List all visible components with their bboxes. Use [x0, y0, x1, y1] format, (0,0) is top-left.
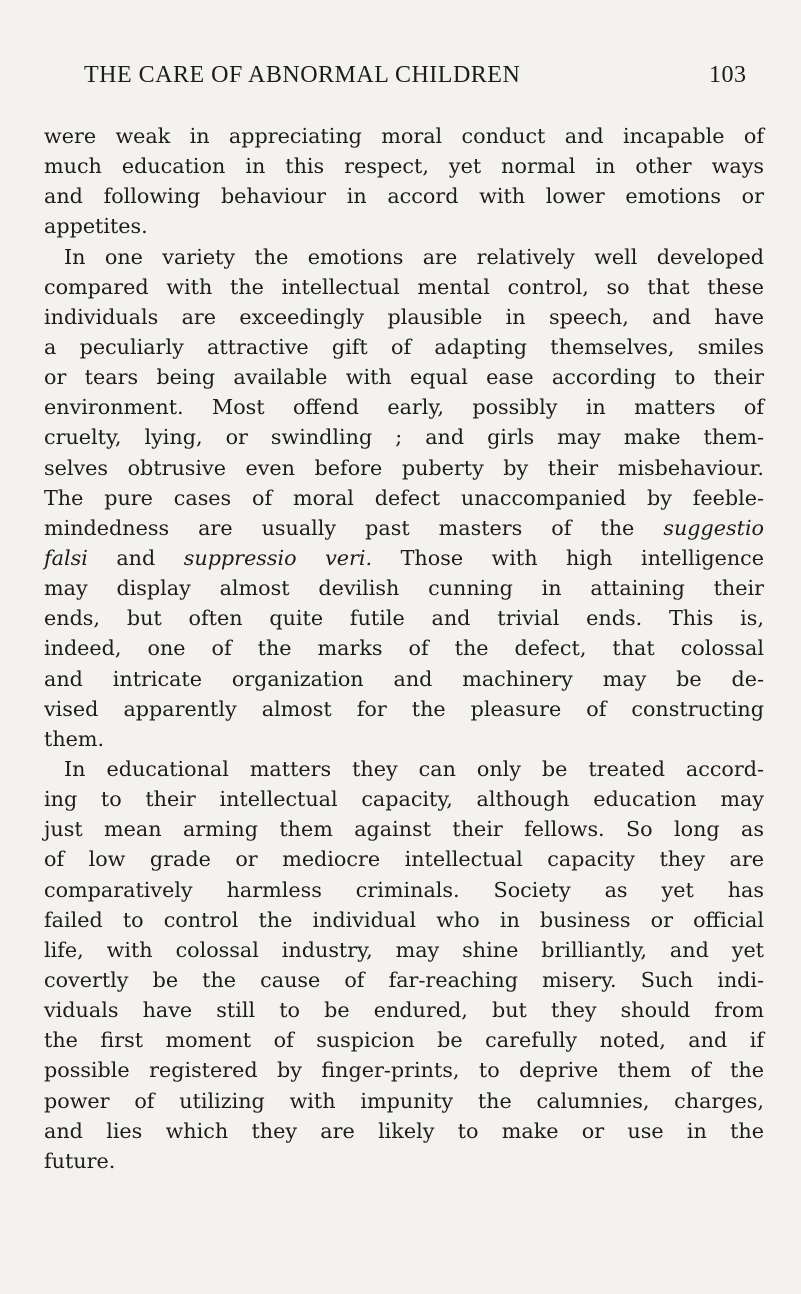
- body-text: [44, 121, 764, 1176]
- text-line: comparatively harmless criminals. Society as yet has: [44, 877, 764, 902]
- text-line: and following behaviour in accord with lower emotions or: [44, 184, 764, 209]
- text-line: viduals have still to be endured, but they should from: [44, 998, 764, 1023]
- text-line: In one variety the emotions are relatively well developed: [64, 244, 764, 269]
- text-line: individuals are exceedingly plausible in speech, and have: [44, 304, 764, 329]
- text-line: and intricate organization and machinery may be de-: [44, 666, 764, 691]
- text-line-with-italic: [44, 543, 764, 573]
- running-title: THE CARE OF ABNORMAL CHILDREN: [84, 62, 521, 88]
- text-line: life, with colossal industry, may shine brilliantly, and yet: [44, 937, 764, 962]
- text-line: covertly be the cause of far-reaching misery. Such indi-: [44, 967, 764, 992]
- text-segment: mindedness are usually past masters of the: [44, 515, 635, 540]
- text-line: selves obtrusive even before puberty by their misbehaviour.: [44, 455, 764, 480]
- text-segment: and: [116, 545, 156, 570]
- text-line: were weak in appreciating moral conduct and incapable of: [44, 124, 764, 148]
- text-line: and lies which they are likely to make or use in the: [44, 1118, 764, 1143]
- text-line: them.: [44, 726, 105, 751]
- text-line: vised apparently almost for the pleasure of constructing: [44, 696, 764, 721]
- text-line: environment. Most offend early, possibly in matters of: [44, 395, 764, 420]
- text-line: power of utilizing with impunity the calumnies, charges,: [44, 1088, 764, 1113]
- text-line: or tears being available with equal ease according to their: [44, 365, 764, 390]
- text-line: of low grade or mediocre intellectual capacity they are: [44, 847, 764, 872]
- running-head: [84, 62, 784, 94]
- text-line: appetites.: [44, 214, 148, 239]
- text-line: failed to control the individual who in business or official: [44, 907, 764, 932]
- text-line: much education in this respect, yet normal in other ways: [44, 154, 764, 179]
- italic-phrase: falsi: [44, 545, 88, 570]
- text-line: compared with the intellectual mental control, so that these: [44, 274, 764, 299]
- text-line: future.: [44, 1148, 116, 1173]
- text-line: just mean arming them against their fellows. So long as: [44, 817, 764, 842]
- text-line: In educational matters they can only be treated accord-: [64, 756, 764, 781]
- text-line-with-italic: [44, 513, 764, 543]
- text-line: may display almost devilish cunning in attaining their: [44, 576, 764, 601]
- text-line: indeed, one of the marks of the defect, that colossal: [44, 636, 764, 661]
- page-number: 103: [709, 62, 747, 88]
- text-line: The pure cases of moral defect unaccompanied by feeble-: [44, 485, 764, 510]
- text-line: ends, but often quite futile and trivial ends. This is,: [44, 606, 764, 631]
- text-line: possible registered by finger-prints, to deprive them of the: [44, 1058, 764, 1083]
- italic-phrase: suggestio: [663, 515, 765, 540]
- text-line: ing to their intellectual capacity, although education may: [44, 787, 764, 812]
- text-line: a peculiarly attractive gift of adapting themselves, smiles: [44, 334, 764, 359]
- text-line: cruelty, lying, or swindling ; and girls may make them-: [44, 425, 764, 450]
- text-segment: Those with high intelligence: [400, 545, 764, 570]
- italic-phrase: suppressio veri.: [183, 545, 373, 570]
- text-line: the first moment of suspicion be carefully noted, and if: [44, 1028, 764, 1053]
